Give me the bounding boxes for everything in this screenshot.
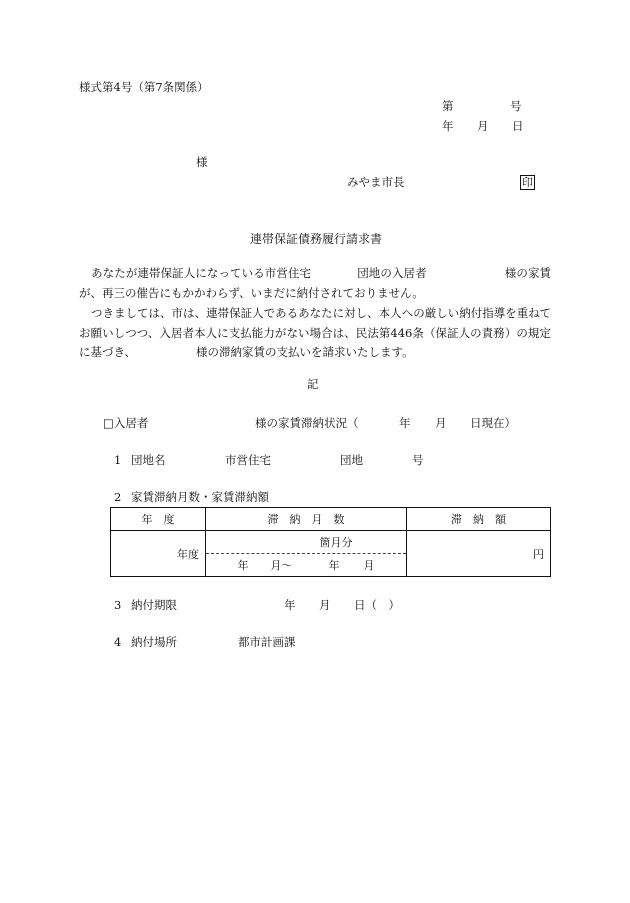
- form-id: 様式第4号（第7条関係）: [79, 80, 209, 94]
- arrears-table: [110, 507, 551, 577]
- seal-mark: [520, 175, 535, 190]
- status-day-current: 日現在）: [470, 416, 516, 430]
- doc-number-suffix: 号: [510, 99, 522, 113]
- item-2-number: 2: [114, 490, 122, 504]
- status-month: 月: [435, 416, 447, 430]
- item-4-value: 都市計画課: [238, 635, 296, 649]
- p2-text-1: つきましては、市は、連帯保証人であるあなたに対し、本人への厳しい納付指導を重ねてお願いしつつ、入居者本人に支払能力がない場合は、民法第446条（保証人の責務）の規定に基づき、: [79, 306, 551, 359]
- date-month: 月: [477, 119, 489, 133]
- item-3-month: 月: [319, 598, 331, 612]
- item-3-year: 年: [284, 598, 296, 612]
- status-middle: 様の家賃滞納状況（: [255, 416, 359, 430]
- months-unit: 箇月分: [319, 536, 353, 549]
- header-months: 滞 納 月 数: [206, 508, 407, 531]
- period-month-1: 月〜: [270, 559, 293, 572]
- item-1-label: 団地名: [131, 453, 166, 467]
- period-year-1: 年: [237, 559, 249, 572]
- date-year: 年: [442, 119, 454, 133]
- body-paragraph-2: [79, 304, 551, 363]
- p1-text-3: 様の家賃が、再三の催告にもかかわらず、いまだに納付されておりません。: [79, 266, 552, 300]
- item-4-number: 4: [114, 635, 122, 649]
- item-3-day: 日（ ）: [354, 598, 400, 612]
- cell-amount: [407, 531, 551, 577]
- status-label: □入居者: [103, 416, 149, 430]
- seal-icon: 印: [522, 176, 533, 189]
- body-paragraph-1: [79, 264, 551, 303]
- item-4-label: 納付場所: [131, 635, 177, 649]
- issuer: みやま市長: [347, 175, 405, 189]
- cell-amount-unit: 円: [533, 547, 544, 561]
- item-1-danchi: 団地: [340, 453, 363, 467]
- table-row: [111, 531, 551, 577]
- period-month-2: 月: [363, 559, 375, 572]
- item-1-number: 1: [114, 453, 122, 467]
- item-1-go: 号: [412, 453, 424, 467]
- header-amount: 滞 納 額: [407, 508, 551, 531]
- cell-year: [111, 531, 206, 577]
- status-year: 年: [399, 416, 411, 430]
- item-2-label: 家賃滞納月数・家賃滞納額: [131, 490, 269, 504]
- p1-text-1: あなたが連帯保証人になっている市営住宅: [91, 266, 312, 280]
- cell-year-label: 年度: [177, 547, 199, 561]
- document-title: 連帯保証債務履行請求書: [250, 232, 383, 246]
- item-3-label: 納付期限: [131, 598, 177, 612]
- table-header-row: [111, 508, 551, 531]
- item-1-value: 市営住宅: [225, 453, 271, 467]
- ki-heading: 記: [307, 377, 319, 391]
- cell-months-count: [206, 531, 406, 554]
- addressee-suffix: 様: [196, 155, 208, 169]
- header-year: 年 度: [111, 508, 206, 531]
- cell-months-period: [206, 554, 406, 576]
- p2-text-2: 様の滞納家賃の支払いを請求いたします。: [196, 345, 414, 359]
- item-3-number: 3: [114, 598, 122, 612]
- cell-months: [206, 531, 407, 577]
- doc-number-prefix: 第: [442, 99, 454, 113]
- period-year-2: 年: [328, 559, 340, 572]
- date-day: 日: [512, 119, 524, 133]
- p1-text-2: 団地の入居者: [357, 266, 427, 280]
